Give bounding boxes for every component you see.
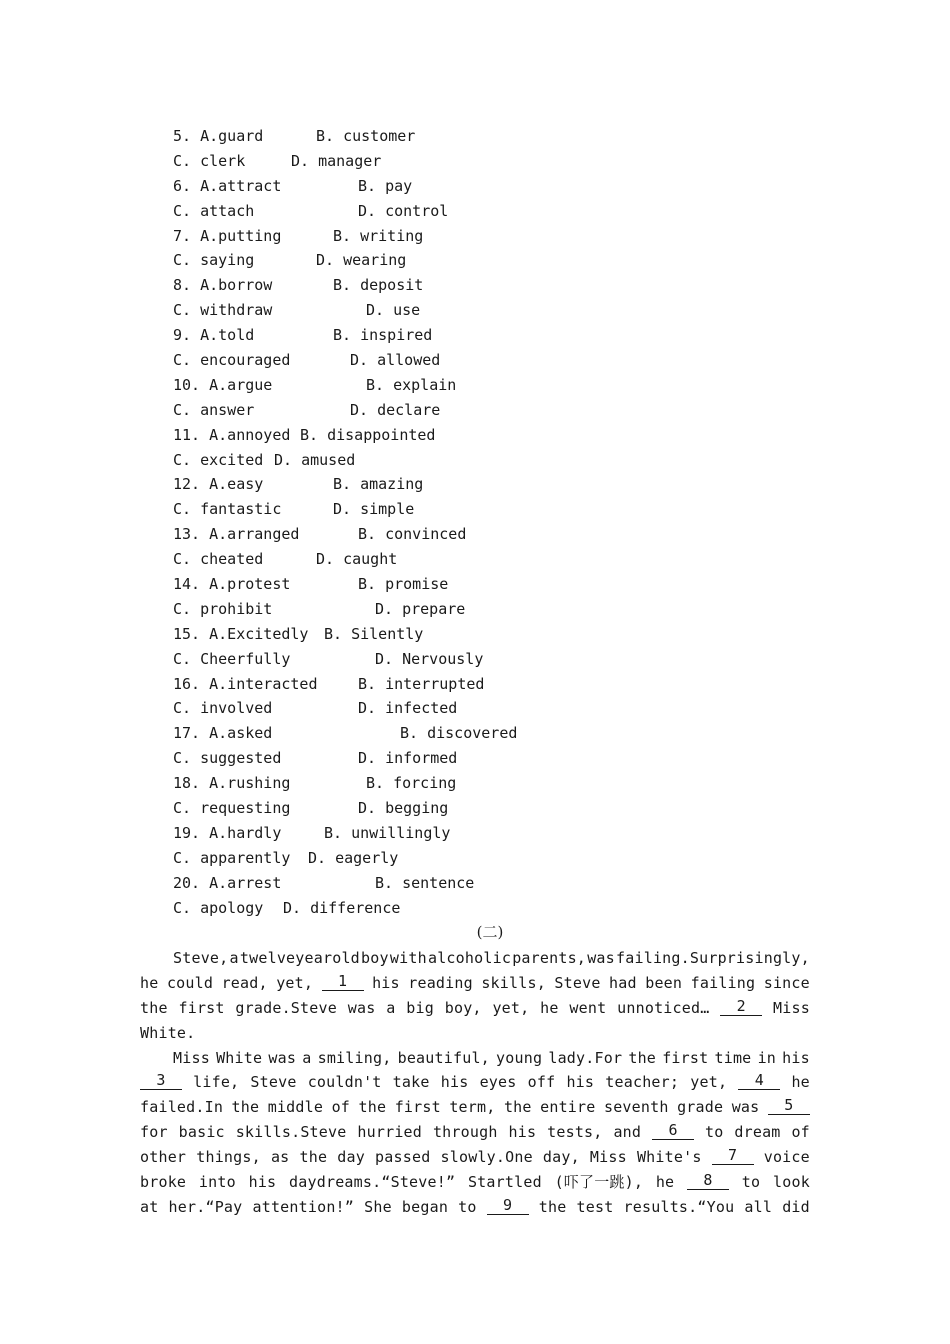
passage-word: had (609, 973, 637, 992)
option-row-ab (173, 672, 833, 697)
passage-word: test (576, 1197, 614, 1216)
option-b: B. pay (358, 176, 413, 195)
option-d: D. eagerly (308, 848, 399, 867)
passage-word: failing (690, 973, 756, 992)
passage-word: could (166, 973, 214, 992)
option-row-cd (173, 348, 833, 373)
option-b: B. inspired (333, 326, 433, 345)
passage-word: voice (763, 1148, 810, 1167)
passage-word: her.“Pay (168, 1197, 243, 1216)
option-b: B. amazing (333, 475, 424, 494)
passage-word: with (389, 949, 427, 967)
passage-word: boy (361, 949, 389, 967)
passage-word: parents, (512, 949, 587, 967)
passage-word: Miss (173, 1048, 210, 1067)
option-b: B. sentence (375, 873, 475, 892)
cloze-blank: 5 (768, 1097, 810, 1115)
option-row-cd (173, 448, 833, 473)
passage-word: smiling, (317, 1048, 392, 1067)
option-row-ab (173, 721, 833, 746)
passage-word: tests, (547, 1123, 603, 1142)
passage-word: couldn't (307, 1073, 382, 1092)
passage-line (140, 946, 810, 971)
option-b: B. explain (366, 375, 457, 394)
option-row-ab (173, 572, 833, 597)
passage-line (140, 996, 810, 1021)
option-c: C. encouraged (173, 351, 291, 370)
option-a: 6. A.attract (173, 176, 282, 195)
passage-word: seventh (603, 1098, 669, 1117)
cloze-blank: 8 (687, 1172, 729, 1190)
passage-word: did (782, 1197, 810, 1216)
option-c: C. withdraw (173, 301, 273, 320)
passage-word: White (216, 1048, 263, 1067)
option-a: 5. A.guard (173, 127, 264, 145)
passage-word: basic (178, 1123, 225, 1142)
cloze-blank: 2 (720, 998, 762, 1016)
option-row-cd (173, 647, 833, 672)
passage-word: of (331, 1098, 351, 1117)
cloze-passage (140, 946, 810, 1220)
passage-word: yet, (276, 973, 314, 992)
option-b: B. unwillingly (324, 823, 451, 842)
passage-word: was (731, 1098, 760, 1117)
option-a: 18. A.rushing (173, 774, 291, 793)
passage-word: eyes (479, 1073, 517, 1092)
passage-word: She (364, 1197, 392, 1216)
passage-word: slowly.One (440, 1148, 533, 1167)
option-row-cd (173, 298, 833, 323)
option-a: 15. A.Excitedly (173, 624, 309, 643)
passage-line (140, 1021, 810, 1046)
option-b: B. interrupted (358, 674, 485, 693)
passage-word: the (628, 1048, 657, 1067)
passage-word: been (645, 973, 683, 992)
option-b: B. deposit (333, 276, 424, 295)
passage-word: a (229, 949, 239, 967)
option-row-ab (173, 821, 833, 846)
option-a: 16. A.interacted (173, 674, 318, 693)
option-row-ab (173, 522, 833, 547)
passage-word: Steve (554, 973, 601, 992)
passage-word: to (458, 1197, 477, 1216)
option-d: D. infected (358, 699, 458, 718)
option-row-cd (173, 796, 833, 821)
passage-word: into (198, 1173, 236, 1192)
passage-line (140, 1170, 810, 1195)
option-d: D. declare (350, 400, 441, 419)
cloze-blank: 7 (712, 1147, 754, 1165)
option-d: D. difference (283, 898, 401, 917)
option-c: C. saying (173, 251, 255, 270)
passage-word: went (569, 998, 607, 1017)
passage-word: grade (677, 1098, 724, 1117)
option-d: D. informed (358, 749, 458, 768)
option-d: D. prepare (375, 599, 466, 618)
option-c: C. apparently (173, 848, 291, 867)
option-row-cd (173, 746, 833, 771)
option-row-cd (173, 199, 833, 224)
passage-word: Steve (250, 1073, 297, 1092)
passage-word: yet, (690, 1073, 728, 1092)
passage-word: White's (636, 1148, 702, 1167)
passage-word: day, (542, 1148, 580, 1167)
passage-word: hurried (357, 1123, 423, 1142)
passage-word: alcoholic (427, 949, 512, 967)
passage-word: middle (267, 1098, 324, 1117)
passage-word: take (392, 1073, 430, 1092)
passage-word: as (270, 1148, 290, 1167)
option-d: D. wearing (316, 251, 407, 270)
passage-word: broke (140, 1173, 187, 1192)
option-row-ab (173, 373, 833, 398)
passage-word: began (401, 1197, 449, 1216)
passage-word: (吓了一跳), (554, 1173, 644, 1192)
option-c: C. clerk (173, 151, 246, 170)
passage-word: his (566, 1073, 595, 1092)
option-a: 10. A.argue (173, 375, 273, 394)
option-row-cd (173, 896, 833, 921)
passage-word: lady.For (548, 1048, 623, 1067)
passage-word: of (791, 1123, 810, 1142)
passage-word: first (178, 998, 225, 1017)
passage-word: his (372, 973, 400, 992)
passage-line (140, 1145, 810, 1170)
passage-word: skills.Steve (235, 1123, 347, 1142)
passage-word: unnoticed… (617, 998, 710, 1017)
option-row-ab (173, 423, 833, 448)
option-d: D. simple (333, 500, 415, 519)
passage-word: he (791, 1073, 810, 1092)
passage-word: since (763, 973, 810, 992)
option-a: 17. A.asked (173, 724, 273, 743)
option-row-cd (173, 547, 833, 572)
passage-word: day (337, 1148, 365, 1167)
passage-word: term, (449, 1098, 496, 1117)
passage-word: skills, (481, 973, 546, 992)
cloze-blank: 4 (738, 1072, 780, 1090)
passage-word: first (394, 1098, 441, 1117)
passage-line (140, 1046, 810, 1071)
option-row-ab (173, 174, 833, 199)
cloze-blank: 6 (652, 1122, 694, 1140)
option-a: 11. A.annoyed (173, 425, 291, 444)
passage-word: at (140, 1197, 159, 1216)
option-row-cd (173, 696, 833, 721)
option-row-cd (173, 248, 833, 273)
option-d: D. manager (291, 151, 382, 170)
answer-options-list (173, 124, 833, 921)
option-b: B. discovered (400, 724, 518, 743)
passage-word: his (440, 1073, 469, 1092)
passage-line (140, 1195, 810, 1220)
option-d: D. begging (358, 799, 449, 818)
passage-word: twelveyearold (239, 949, 360, 967)
passage-word: first (662, 1048, 709, 1067)
option-row-cd (173, 597, 833, 622)
option-d: D. amused (274, 450, 356, 469)
passage-word: grade.Steve (235, 998, 337, 1017)
cloze-blank: 3 (140, 1072, 182, 1090)
option-a: 9. A.told (173, 326, 255, 345)
passage-word: was (347, 998, 376, 1017)
passage-word: White. (140, 1023, 196, 1042)
passage-word: through (432, 1123, 498, 1142)
passage-line (140, 1120, 810, 1145)
passage-word: look (773, 1173, 810, 1192)
option-row-cd (173, 846, 833, 871)
passage-word: the (299, 1148, 328, 1167)
passage-word: other (140, 1148, 187, 1167)
passage-word: was (268, 1048, 297, 1067)
option-b: B. disappointed (300, 425, 436, 444)
passage-word: Miss (589, 1148, 627, 1167)
passage-word: a (302, 1048, 312, 1067)
option-c: C. prohibit (173, 599, 273, 618)
option-c: C. involved (173, 699, 273, 718)
cloze-blank: 9 (487, 1197, 529, 1215)
option-row-ab (173, 224, 833, 249)
passage-word: yet, (492, 998, 530, 1017)
option-a: 12. A.easy (173, 475, 264, 494)
passage-word: the (358, 1098, 387, 1117)
option-b: B. Silently (324, 624, 424, 643)
option-c: C. suggested (173, 749, 282, 768)
passage-word: for (140, 1123, 168, 1142)
option-b: B. forcing (366, 774, 457, 793)
passage-word: he (540, 998, 559, 1017)
passage-word: in (757, 1048, 777, 1067)
option-row-cd (173, 497, 833, 522)
passage-line (140, 1095, 810, 1120)
passage-word: the (503, 1098, 532, 1117)
passage-word: failed.In (140, 1098, 224, 1117)
passage-word: the (231, 1098, 260, 1117)
option-row-ab (173, 273, 833, 298)
option-b: B. customer (316, 127, 416, 145)
passage-word: off (527, 1073, 556, 1092)
option-c: C. fantastic (173, 500, 282, 519)
passage-word: Startled (467, 1173, 542, 1192)
passage-word: things, (196, 1148, 261, 1167)
option-c: C. apology (173, 898, 264, 917)
passage-line (140, 1070, 810, 1095)
option-b: B. promise (358, 575, 449, 594)
option-c: C. attach (173, 201, 255, 220)
option-a: 19. A.hardly (173, 823, 282, 842)
passage-word: his (508, 1123, 537, 1142)
passage-word: all (744, 1197, 773, 1216)
passage-word: Miss (773, 998, 810, 1017)
option-row-ab (173, 472, 833, 497)
option-a: 13. A.arranged (173, 525, 300, 544)
cloze-blank: 1 (322, 973, 364, 991)
section-heading: (二) (476, 923, 504, 941)
passage-word: young (496, 1048, 543, 1067)
option-c: C. Cheerfully (173, 649, 291, 668)
passage-word: a (386, 998, 396, 1017)
passage-word: his (248, 1173, 277, 1192)
passage-word: attention!” (252, 1197, 355, 1216)
option-c: C. cheated (173, 550, 264, 569)
option-d: D. allowed (350, 351, 441, 370)
option-c: C. answer (173, 400, 255, 419)
passage-word: reading (408, 973, 473, 992)
option-d: D. use (366, 301, 421, 320)
option-row-cd (173, 398, 833, 423)
option-a: 14. A.protest (173, 575, 291, 594)
passage-word: he (140, 973, 159, 992)
option-row-ab (173, 871, 833, 896)
option-a: 8. A.borrow (173, 276, 273, 295)
passage-word: to (741, 1173, 761, 1192)
passage-word: time (714, 1048, 752, 1067)
passage-word: passed (375, 1148, 431, 1167)
option-c: C. excited (173, 450, 264, 469)
option-b: B. writing (333, 226, 424, 245)
option-row-ab (173, 124, 833, 149)
passage-word: the (140, 998, 168, 1017)
option-a: 7. A.putting (173, 226, 282, 245)
option-c: C. requesting (173, 799, 291, 818)
option-d: D. caught (316, 550, 398, 569)
option-row-cd (173, 149, 833, 174)
passage-word: failing.Surprisingly, (616, 949, 810, 967)
passage-word: results.“You (623, 1197, 735, 1216)
passage-word: to (704, 1123, 724, 1142)
passage-word: his (782, 1048, 810, 1067)
option-row-ab (173, 323, 833, 348)
passage-word: boy, (444, 998, 482, 1017)
option-row-ab (173, 771, 833, 796)
passage-word: he (655, 1173, 675, 1192)
option-row-ab (173, 622, 833, 647)
passage-word: was (587, 949, 615, 967)
passage-word: entire (540, 1098, 596, 1117)
passage-word: teacher; (605, 1073, 680, 1092)
passage-word: Steve, (173, 949, 229, 967)
passage-word: and (613, 1123, 642, 1142)
option-a: 20. A.arrest (173, 873, 282, 892)
option-d: D. Nervously (375, 649, 484, 668)
passage-line (140, 971, 810, 996)
passage-word: life, (193, 1073, 240, 1092)
passage-word: read, (221, 973, 268, 992)
passage-word: the (538, 1197, 567, 1216)
passage-word: beautiful, (397, 1048, 490, 1067)
passage-word: big (406, 998, 434, 1017)
passage-word: dream (734, 1123, 781, 1142)
option-d: D. control (358, 201, 449, 220)
passage-word: daydreams.“Steve!” (289, 1173, 456, 1192)
option-b: B. convinced (358, 525, 467, 544)
